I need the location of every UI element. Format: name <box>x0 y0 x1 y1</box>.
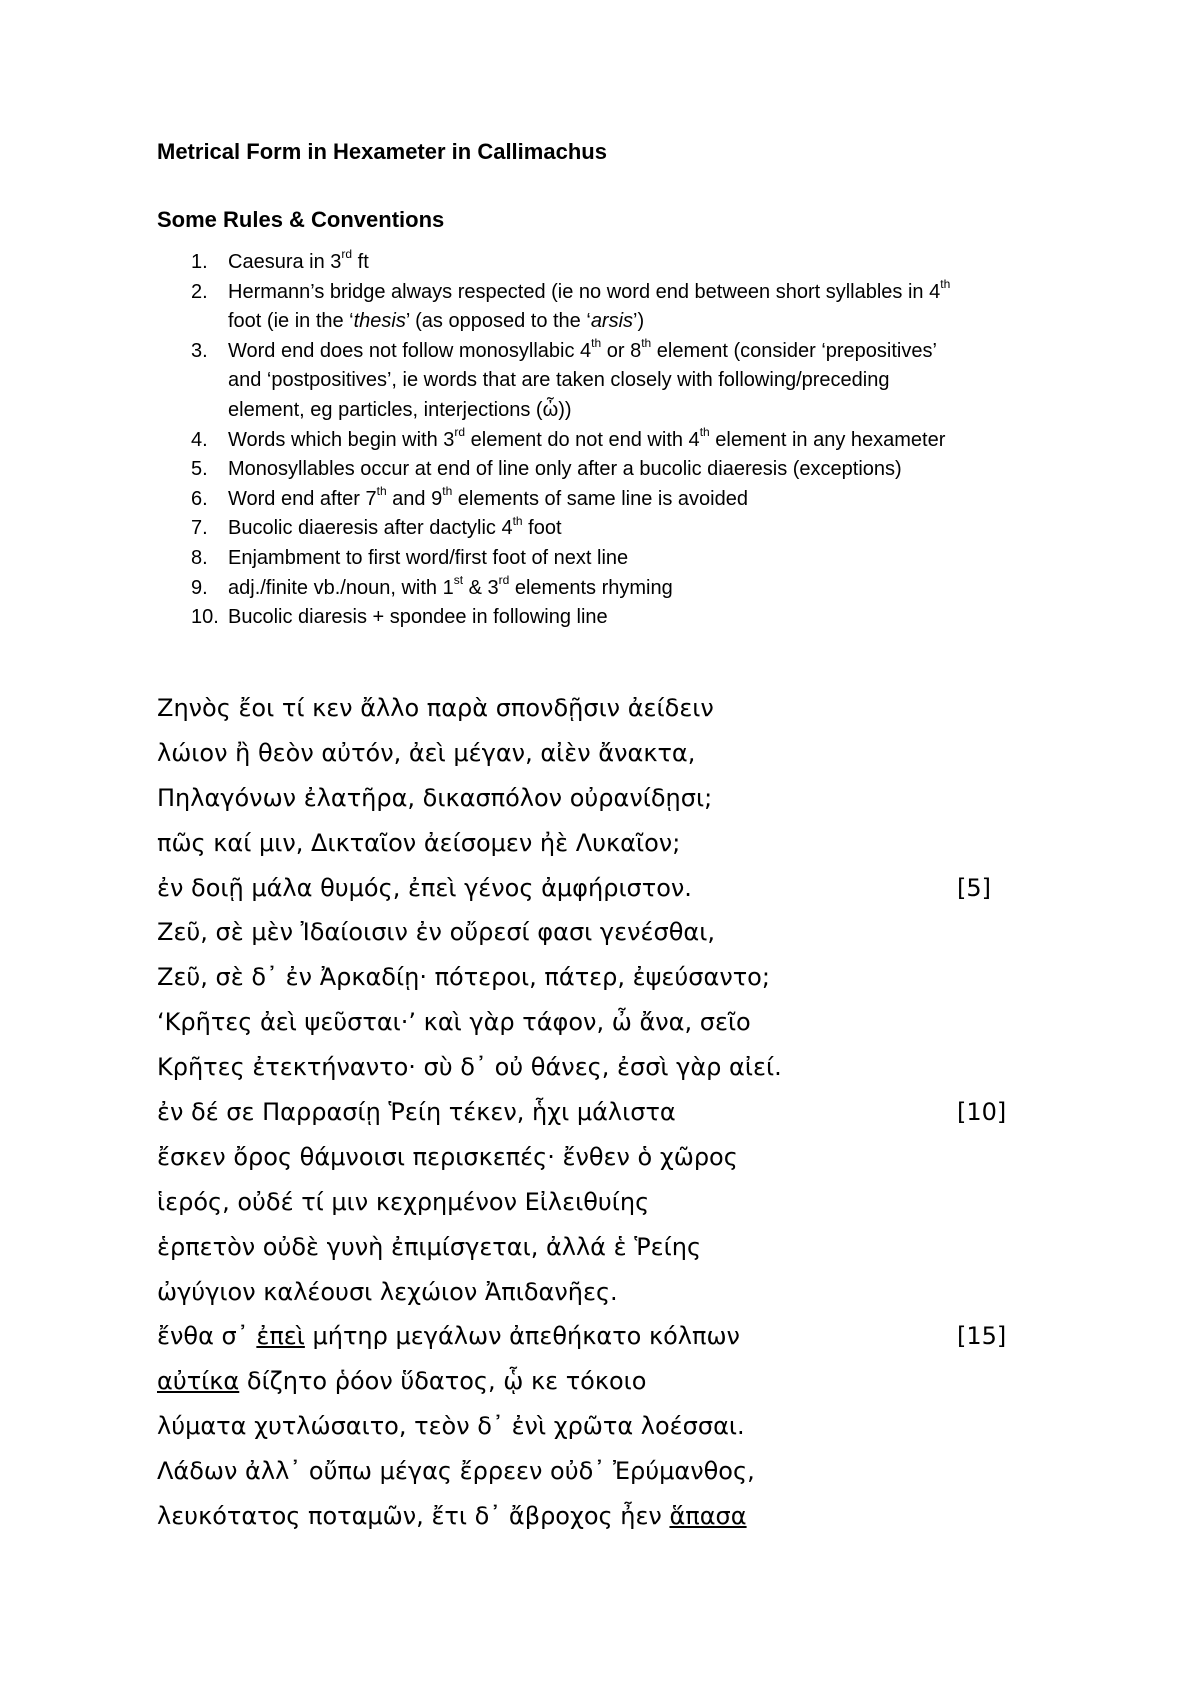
rule-item <box>157 455 1157 485</box>
rule-number: 7. <box>191 517 208 540</box>
verse-text: ἔνθα σ᾽ <box>157 1322 257 1351</box>
verse-text: Ζεῦ, σὲ δ᾽ ἐν Ἀρκαδίῃ· πότεροι, πάτερ, ἐψεύσαντο; <box>157 963 770 992</box>
verse-text: πῶς καί μιν, Δικταῖον ἀείσομεν ἠὲ Λυκαῖον; <box>157 828 681 857</box>
verse-text: ὠγύγιον καλέουσι λεχώιον Ἀπιδανῆες. <box>157 1277 618 1306</box>
line-number: [5] <box>957 873 991 902</box>
rule-text <box>228 485 1157 515</box>
rule-text <box>228 426 1157 456</box>
rule-text <box>228 455 1157 485</box>
rule-text-part: ’ (as opposed to the ‘ <box>405 310 591 333</box>
rule-text-part: elements rhyming <box>509 576 673 599</box>
ordinal-suffix: th <box>442 484 453 499</box>
verse-line <box>157 1225 1037 1270</box>
rule-text <box>228 307 1157 337</box>
document-title: Metrical Form in Hexameter in Callimachus <box>157 139 607 164</box>
rule-item <box>157 248 1157 278</box>
rule-text <box>228 514 1157 544</box>
verse-line <box>157 1404 1037 1449</box>
verse-line <box>157 821 1037 866</box>
ordinal-suffix: rd <box>341 247 353 262</box>
ordinal-suffix: th <box>512 513 523 528</box>
rule-item <box>157 366 1157 396</box>
ordinal-suffix: rd <box>454 424 466 439</box>
verse-text: λύματα χυτλώσαιτο, τεὸν δ᾽ ἐνὶ χρῶτα λοέσσαι. <box>157 1412 745 1441</box>
rule-item <box>157 574 1157 604</box>
rule-text <box>228 248 1157 278</box>
rule-text-part: element, eg particles, interjections (ὦ)) <box>228 398 572 421</box>
verse-text: δίζητο ῥόον ὕδατος, ᾧ κε τόκοιο <box>239 1367 647 1396</box>
line-number: [15] <box>957 1322 1007 1351</box>
verse-line <box>157 1180 1037 1225</box>
rule-text <box>228 544 1157 574</box>
rule-text-part: and ‘postpositives’, ie words that are taken closely with following/preceding <box>228 369 890 392</box>
ordinal-suffix: th <box>699 424 710 439</box>
verse-line <box>157 1270 1037 1315</box>
rule-text-part: Bucolic diaresis + spondee in following line <box>228 606 608 629</box>
rule-number: 2. <box>191 280 208 303</box>
ordinal-suffix: st <box>453 572 464 587</box>
verse-line <box>157 955 1037 1000</box>
rule-number: 9. <box>191 576 208 599</box>
rule-text-part: Monosyllables occur at end of line only after a bucolic diaeresis (exceptions) <box>228 458 902 481</box>
verse-text: Ζεῦ, σὲ μὲν Ἰδαίοισιν ἐν οὔρεσί φασι γενέσθαι, <box>157 918 715 947</box>
underlined-word: αὐτίκα <box>157 1367 240 1396</box>
rule-text <box>228 337 1157 367</box>
rule-number: 1. <box>191 251 208 273</box>
rule-text-part: element in any hexameter <box>709 428 946 451</box>
rule-text-part: ft <box>352 251 369 273</box>
underlined-word: ἐπεὶ <box>256 1322 305 1351</box>
verse-text: λώιον ἢ θεὸν αὐτόν, ἀεὶ μέγαν, αἰὲν ἄνακτα, <box>157 738 696 767</box>
verse-line <box>157 1449 1037 1494</box>
rule-text-part: Enjambment to first word/first foot of next line <box>228 546 629 569</box>
rule-item <box>157 514 1157 544</box>
rule-text <box>228 603 1157 633</box>
verse-text: ἐν δοιῇ μάλα θυμός, ἐπεὶ γένος ἀμφήριστον. <box>157 873 692 902</box>
rule-number: 3. <box>191 339 208 362</box>
verse-text: Ζηνὸς ἔοι τί κεν ἄλλο παρὰ σπονδῇσιν ἀείδειν <box>157 694 714 722</box>
verse-text: ἔσκεν ὄρος θάμνοισι περισκεπές· ἔνθεν ὁ χῶρος <box>157 1142 738 1171</box>
verse-text: μήτηρ μεγάλων ἀπεθήκατο κόλπων <box>304 1322 740 1351</box>
rule-text-part: or 8 <box>601 339 642 362</box>
rule-text-part: Hermann’s bridge always respected (ie no word end between short syllables in 4 <box>228 280 941 303</box>
underlined-word: ἅπασα <box>669 1502 747 1531</box>
rule-item <box>157 544 1157 574</box>
ordinal-suffix: th <box>376 484 387 499</box>
ordinal-suffix: rd <box>498 572 510 587</box>
section-heading: Some Rules & Conventions <box>157 207 445 232</box>
verse-text: ἐν δέ σε Παρρασίῃ Ῥείη τέκεν, ἧχι μάλιστα <box>157 1098 676 1127</box>
line-number: [10] <box>957 1098 1007 1127</box>
verse-line <box>157 731 1037 776</box>
rule-number: 8. <box>191 546 208 569</box>
rule-number: 4. <box>191 428 208 451</box>
rule-text-part: element do not end with 4 <box>465 428 700 451</box>
verse-text: ἑρπετὸν οὐδὲ γυνὴ ἐπιμίσγεται, ἀλλά ἑ Ῥείης <box>157 1232 702 1261</box>
verse-line <box>157 686 1037 731</box>
verse-text: ‘Κρῆτες ἀεὶ ψεῦσται·’ καὶ γὰρ τάφον, ὦ ἄνα, σεῖο <box>157 1008 751 1037</box>
rule-text <box>228 278 1157 308</box>
rule-text-part: element (consider ‘prepositives’ <box>651 339 937 362</box>
rule-item <box>157 426 1157 456</box>
verse-line <box>157 1314 1037 1359</box>
verse-line <box>157 1045 1037 1090</box>
rule-text <box>228 366 1157 396</box>
greek-verse-passage <box>157 686 1037 1539</box>
rule-text-part: Words which begin with 3 <box>228 428 455 451</box>
ordinal-suffix: th <box>641 336 652 351</box>
rule-text-part: elements of same line is avoided <box>452 487 748 510</box>
rule-text-part: ’) <box>633 310 645 333</box>
rule-text <box>228 396 1157 426</box>
rule-item <box>157 396 1157 426</box>
rule-text-part: Caesura in 3 <box>228 251 342 273</box>
rule-item <box>157 603 1157 633</box>
verse-line <box>157 1090 1037 1135</box>
verse-text: λευκότατος ποταμῶν, ἔτι δ᾽ ἄβροχος ἦεν <box>157 1502 670 1531</box>
rule-text-part: & 3 <box>463 576 499 599</box>
rule-item <box>157 278 1157 308</box>
rule-text-part: adj./finite vb./noun, with 1 <box>228 576 454 599</box>
italic-term: arsis <box>590 310 634 333</box>
rule-text-part: and 9 <box>386 487 443 510</box>
verse-text: Κρῆτες ἐτεκτήναντο· σὺ δ᾽ οὐ θάνες, ἐσσὶ γὰρ αἰεί. <box>157 1053 782 1082</box>
verse-line <box>157 1359 1037 1404</box>
rule-text-part: Word end after 7 <box>228 487 377 510</box>
verse-line <box>157 866 1037 911</box>
rule-item <box>157 485 1157 515</box>
rule-text <box>228 574 1157 604</box>
verse-text: Πηλαγόνων ἐλατῆρα, δικασπόλον οὐρανίδῃσι; <box>157 783 713 812</box>
rule-item <box>157 337 1157 367</box>
verse-line <box>157 910 1037 955</box>
verse-text: ἱερός, οὐδέ τί μιν κεχρημένον Εἰλειθυίης <box>157 1187 650 1216</box>
rule-text-part: Word end does not follow monosyllabic 4 <box>228 339 592 362</box>
ordinal-suffix: th <box>940 276 951 291</box>
verse-line <box>157 1135 1037 1180</box>
rule-text-part: foot (ie in the ‘ <box>228 310 354 333</box>
rule-text-part: Bucolic diaeresis after dactylic 4 <box>228 517 513 540</box>
ordinal-suffix: th <box>591 336 602 351</box>
rule-number: 6. <box>191 487 208 510</box>
verse-line <box>157 1494 1037 1539</box>
verse-line <box>157 1000 1037 1045</box>
rule-number: 10. <box>191 606 219 629</box>
italic-term: thesis <box>353 310 406 333</box>
rules-list <box>157 248 1157 633</box>
verse-text: Λάδων ἀλλ᾽ οὔπω μέγας ἔρρεεν οὐδ᾽ Ἐρύμανθος, <box>157 1457 755 1486</box>
verse-line <box>157 776 1037 821</box>
rule-item <box>157 307 1157 337</box>
rule-text-part: foot <box>522 517 562 540</box>
rule-number: 5. <box>191 458 208 481</box>
